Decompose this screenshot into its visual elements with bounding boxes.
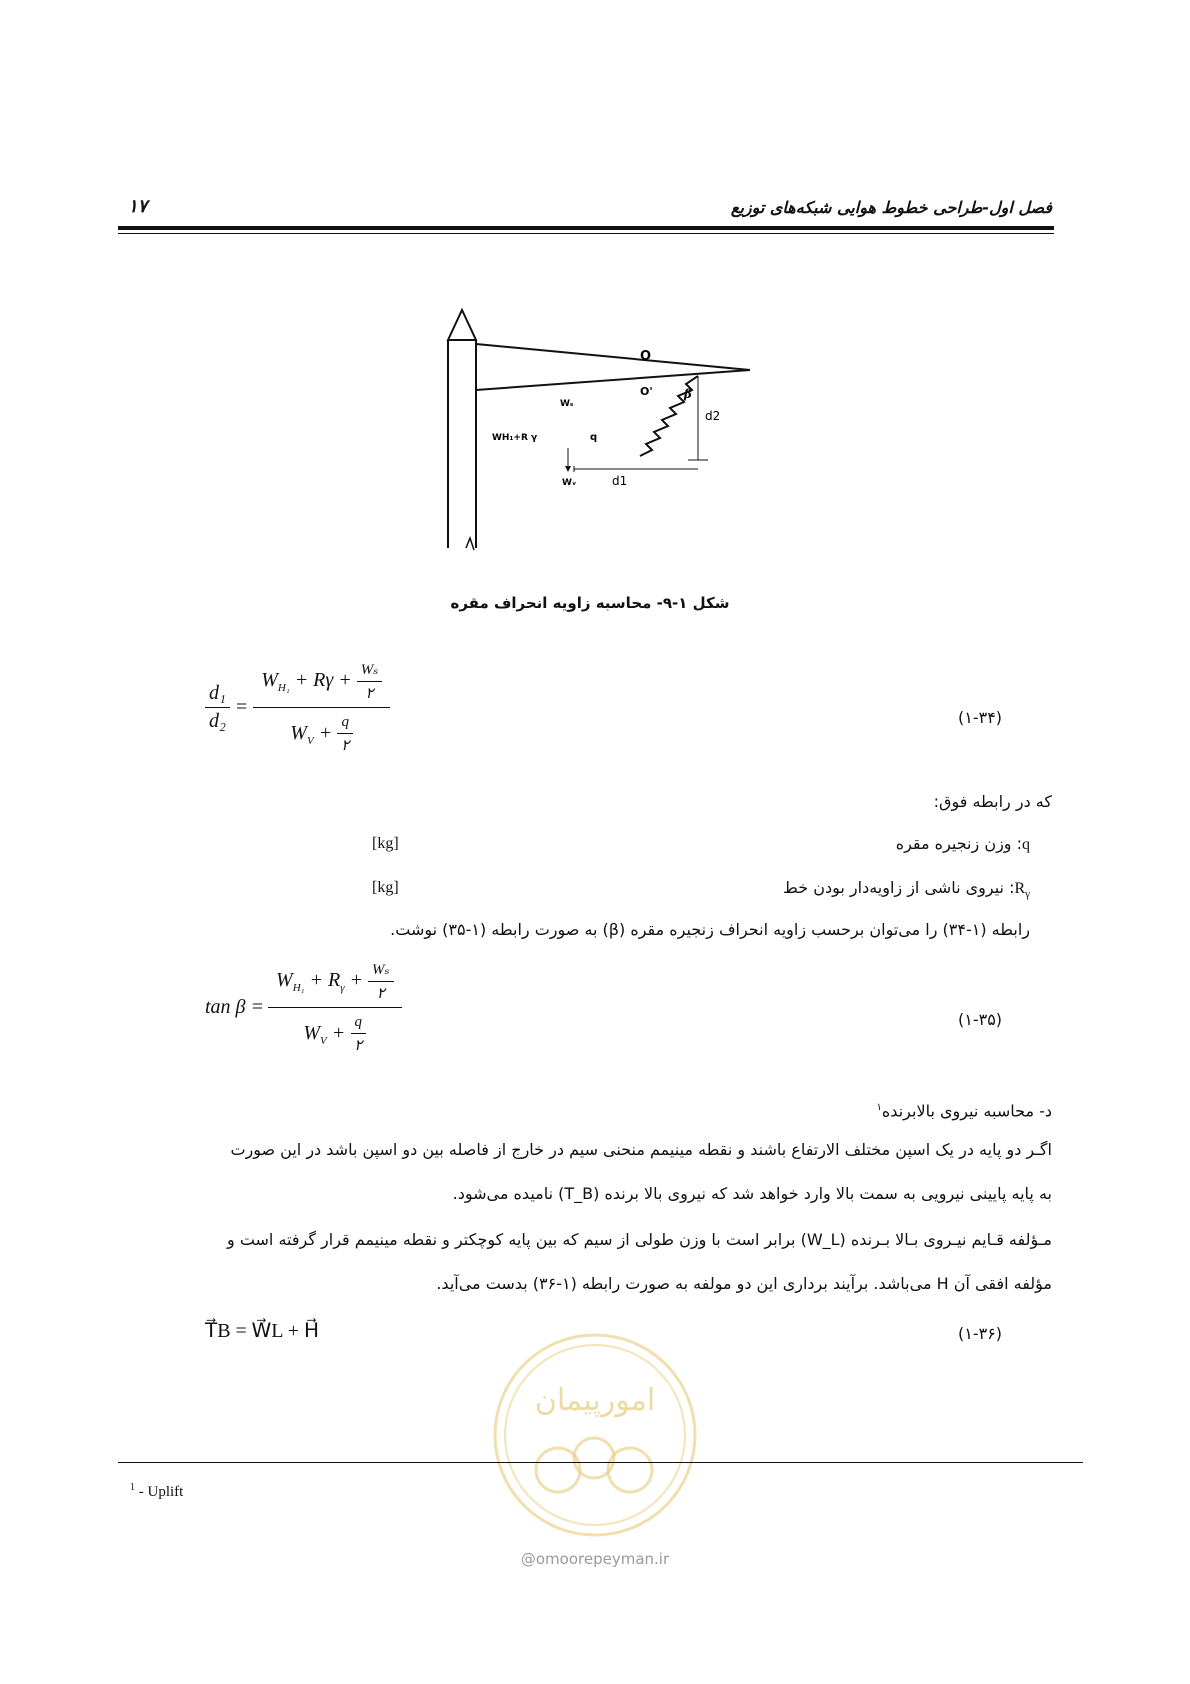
page-number: ۱۷ — [128, 196, 148, 217]
definition-q: q: وزن زنجیره مقره — [895, 834, 1030, 853]
definition-q-unit: [kg] — [372, 835, 399, 852]
paragraph-1-line-2: به پایه پایینی نیرویی به سمت بالا وارد خواهد شد که نیروی بالا برنده (T_B) نامیده می‌شود. — [452, 1184, 1052, 1203]
figure-caption: شکل ۱-۹- محاسبه زاویه انحراف مقره — [450, 594, 730, 612]
equation-36-number: (۱-۳۶) — [958, 1324, 1003, 1343]
insulator-deflection-figure — [440, 280, 780, 560]
cross-arm-top — [476, 344, 750, 370]
header-rule-thick — [118, 226, 1054, 230]
equation-35: tan β = $W_{H_1} + R_\gamma$ + $\frac{\text{Wₛ}}{۲}$ $W_V$ + $\frac{q}{۲}$ — [205, 960, 402, 1055]
label-o-prime: O' — [640, 385, 653, 398]
pole-top — [448, 310, 476, 340]
footnote-rule — [118, 1462, 1083, 1463]
definition-r-gamma-unit: [kg] — [372, 879, 399, 896]
equation-34: $\frac{\text{d₁}}{\text{d₂}}$ = $W_{H_1} + R\gamma$ + $\frac{\text{Wₛ}}{۲}$ $W_V$ + $\frac{q}{۲}$ — [205, 660, 390, 755]
equation-35-number: (۱-۳۵) — [958, 1010, 1003, 1029]
footnote: $^1$ - Uplift — [130, 1482, 184, 1500]
watermark-logo-text: امورپیمان — [534, 1383, 656, 1418]
label-o: O — [640, 349, 652, 364]
label-beta: β — [684, 387, 692, 401]
pole-ground-mark — [466, 538, 474, 550]
label-d1: d1 — [612, 474, 628, 488]
equation-34-number: (۱-۳۴) — [958, 708, 1003, 727]
label-wh-r: WH₁+R γ — [492, 433, 538, 443]
paragraph-2-line-1: مـؤلفه قـایم نیـروی بـالا بـرنده (W_L) برابر است با وزن طولی از سیم که بین پایه کوچکتر و نقطه مینیمم قرار گرفته است و — [227, 1230, 1052, 1249]
where-text: که در رابطه فوق: — [933, 792, 1052, 811]
chapter-title: فصل اول-طراحی خطوط هوایی شبکه‌های توزیع — [730, 198, 1052, 217]
eq34-rhs-fraction: $W_{H_1} + R\gamma$ + $\frac{\text{Wₛ}}{۲}$ $W_V$ + $\frac{q}{۲}$ — [253, 660, 390, 755]
paragraph-2-line-2: مؤلفه افقی آن H می‌باشد. برآیند برداری این دو مولفه به صورت رابطه (۱-۳۶) بدست می‌آید. — [436, 1274, 1052, 1293]
label-ws: Wₛ — [560, 399, 574, 409]
relation-text: رابطه (۱-۳۴) را می‌توان برحسب زاویه انحراف زنجیره مقره (β) به صورت رابطه (۱-۳۵) نوشت. — [390, 920, 1030, 939]
label-q: q — [590, 432, 598, 443]
definition-r-gamma: $R_\gamma$: نیروی ناشی از زاویه‌دار بودن خط — [783, 878, 1030, 901]
label-d2: d2 — [705, 409, 721, 423]
label-wv: Wᵥ — [562, 478, 577, 488]
gear-icon-center — [574, 1438, 614, 1478]
section-heading: د- محاسبه نیروی بالابرنده$^۱$ — [876, 1101, 1052, 1121]
watermark-logo — [490, 1330, 700, 1540]
paragraph-1-line-1: اگـر دو پایه در یک اسپن مختلف الارتفاع باشند و نقطه مینیمم منحنی سیم در خارج از فاصله بین دو اسپن باشد در این صورت — [230, 1140, 1052, 1159]
equation-36: T⃗B = W⃗L + H⃗ — [205, 1320, 320, 1342]
wv-arrow-head — [565, 466, 571, 472]
eq35-rhs-fraction: $W_{H_1} + R_\gamma$ + $\frac{\text{Wₛ}}{۲}$ $W_V$ + $\frac{q}{۲}$ — [268, 960, 402, 1055]
header-rule-thin — [118, 233, 1054, 234]
eq34-lhs-fraction: $\frac{\text{d₁}}{\text{d₂}}$ — [205, 682, 230, 733]
watermark-site: @omoorepeyman.ir — [520, 1550, 670, 1568]
cross-arm-bottom — [476, 370, 750, 390]
